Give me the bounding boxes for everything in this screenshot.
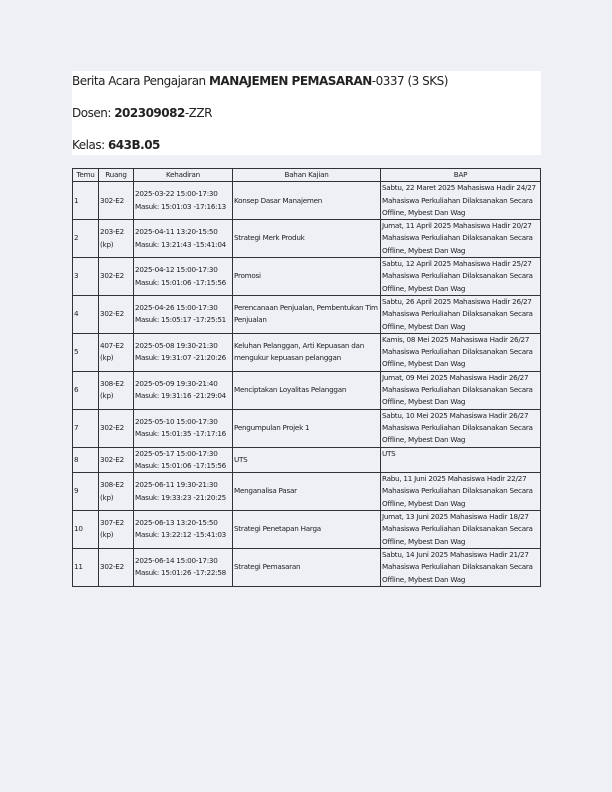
cell-bahan: Strategi Pemasaran: [234, 562, 301, 572]
cell-bahan: Perencanaan Penjualan, Pembentukan Tim Penjualan: [234, 303, 378, 325]
lecturer-suffix: -ZZR: [184, 106, 212, 120]
cell-masuk: Masuk: 13:22:12 -15:41:03: [135, 530, 226, 540]
cell-temu: 8: [74, 454, 79, 464]
cell-bahan-col: [233, 511, 381, 549]
title-prefix: Berita Acara Pengajaran: [72, 74, 209, 88]
cell-kehadiran-col: [134, 511, 233, 549]
cell-ruang: 307-E2 (kp): [100, 518, 124, 540]
cell-bahan-col: [233, 473, 381, 511]
cell-bahan-col: [233, 182, 381, 220]
cell-ruang-col: [99, 548, 134, 586]
cell-bap-col: [381, 473, 541, 511]
cell-bap-col: [381, 371, 541, 409]
cell-temu: 6: [74, 385, 79, 395]
cell-bap: Rabu, 11 Juni 2025 Mahasiswa Hadir 22/27 Mahasiswa Perkuliahan Dilaksanakan Secara Offline, Mybest Dan Wag: [382, 474, 533, 508]
cell-bap: Jumat, 09 Mei 2025 Mahasiswa Hadir 26/27 Mahasiswa Perkuliahan Dilaksanakan Secara Offline, Mybest Dan Wag: [382, 372, 533, 407]
cell-ruang-col: [99, 371, 134, 409]
cell-kehadiran-col: [134, 258, 233, 296]
cell-ruang: 302-E2: [100, 271, 124, 281]
table-row: [73, 258, 541, 296]
cell-bap-col: [381, 220, 541, 258]
cell-masuk: Masuk: 15:01:06 -17:15:56: [135, 460, 226, 470]
cell-temu: 3: [74, 271, 79, 281]
cell-temu-col: [73, 473, 99, 511]
cell-bap: Jumat, 13 Juni 2025 Mahasiswa Hadir 18/27 Mahasiswa Perkuliahan Dilaksanakan Secara Offline, Mybest Dan Wag: [382, 512, 533, 546]
cell-ruang-col: [99, 473, 134, 511]
lecturer-label: Dosen:: [72, 106, 115, 120]
cell-bap-col: [381, 548, 541, 586]
cell-temu: 7: [74, 422, 79, 432]
cell-kehadiran-col: [134, 295, 233, 333]
cell-masuk: Masuk: 19:33:23 -21:20:25: [135, 492, 226, 502]
cell-temu-col: [73, 258, 99, 296]
cell-temu: 1: [74, 195, 79, 205]
cell-masuk: Masuk: 15:01:26 -17:22:58: [135, 568, 226, 578]
col-header-bahan-kajian: Bahan Kajian: [233, 169, 381, 182]
cell-temu-col: [73, 447, 99, 473]
cell-bap-col: [381, 447, 541, 473]
cell-bap: Kamis, 08 Mei 2025 Mahasiswa Hadir 26/27 Mahasiswa Perkuliahan Dilaksanakan Secara Offline, Mybest Dan Wag: [382, 334, 533, 369]
cell-masuk: Masuk: 15:01:06 -17:15:56: [135, 277, 226, 287]
table-row: [73, 295, 541, 333]
table-row: [73, 371, 541, 409]
cell-bap-col: [381, 409, 541, 447]
cell-kehadiran-col: [134, 220, 233, 258]
class-value: 643B.05: [107, 138, 160, 152]
cell-bahan-col: [233, 220, 381, 258]
cell-bahan: Promosi: [234, 271, 261, 281]
cell-bap: Sabtu, 12 April 2025 Mahasiswa Hadir 25/27 Mahasiswa Perkuliahan Dilaksanakan Secara Offline, Mybest Dan Wag: [382, 259, 533, 293]
cell-bahan-col: [233, 447, 381, 473]
cell-bap: Sabtu, 14 Juni 2025 Mahasiswa Hadir 21/27 Mahasiswa Perkuliahan Dilaksanakan Secara Offline, Mybest Dan Wag: [382, 549, 533, 584]
cell-ruang-col: [99, 333, 134, 371]
table-row: [73, 511, 541, 549]
cell-jadwal: 2025-06-11 19:30-21:30: [135, 480, 218, 490]
cell-jadwal: 2025-06-13 13:20-15:50: [135, 518, 218, 528]
col-header-temu: Temu: [73, 169, 99, 182]
course-name: MANAJEMEN PEMASARAN: [208, 74, 372, 88]
cell-bap: Sabtu, 10 Mei 2025 Mahasiswa Hadir 26/27 Mahasiswa Perkuliahan Dilaksanakan Secara Offline, Mybest Dan Wag: [382, 410, 533, 445]
cell-bahan-col: [233, 333, 381, 371]
attendance-table: [72, 168, 541, 587]
cell-kehadiran-col: [134, 182, 233, 220]
class-line: [72, 138, 160, 152]
report-title: [72, 74, 448, 88]
cell-bahan-col: [233, 548, 381, 586]
table-row: [73, 182, 541, 220]
cell-bap: Jumat, 11 April 2025 Mahasiswa Hadir 20/27 Mahasiswa Perkuliahan Dilaksanakan Secara Offline, Mybest Dan Wag: [382, 221, 533, 255]
cell-bap-col: [381, 333, 541, 371]
cell-bap-col: [381, 258, 541, 296]
cell-ruang: 308-E2 (kp): [100, 378, 124, 401]
cell-bap-col: [381, 182, 541, 220]
cell-temu-col: [73, 220, 99, 258]
cell-bahan: Pengumpulan Projek 1: [234, 422, 310, 432]
cell-bap: UTS: [382, 448, 396, 458]
cell-temu-col: [73, 182, 99, 220]
cell-ruang-col: [99, 220, 134, 258]
cell-temu: 10: [74, 524, 83, 534]
cell-bahan: Menciptakan Loyalitas Pelanggan: [234, 385, 347, 395]
cell-temu-col: [73, 548, 99, 586]
cell-jadwal: 2025-03-22 15:00-17:30: [135, 189, 218, 199]
cell-ruang-col: [99, 258, 134, 296]
cell-temu-col: [73, 295, 99, 333]
cell-temu-col: [73, 333, 99, 371]
cell-bahan: Strategi Merk Produk: [234, 233, 305, 243]
cell-temu: 2: [74, 233, 79, 243]
cell-kehadiran-col: [134, 447, 233, 473]
cell-bahan-col: [233, 409, 381, 447]
cell-ruang-col: [99, 295, 134, 333]
cell-ruang-col: [99, 511, 134, 549]
table-body: [73, 182, 541, 587]
cell-temu-col: [73, 409, 99, 447]
table-header-row: [73, 169, 541, 182]
cell-temu-col: [73, 511, 99, 549]
course-code: -0337 (3 SKS): [371, 74, 448, 88]
cell-ruang: 302-E2: [100, 195, 124, 205]
cell-jadwal: 2025-04-26 15:00-17:30: [135, 303, 218, 313]
class-label: Kelas:: [72, 138, 108, 152]
cell-kehadiran-col: [134, 333, 233, 371]
cell-bahan: UTS: [234, 454, 248, 464]
cell-ruang-col: [99, 409, 134, 447]
cell-temu: 4: [74, 309, 79, 319]
cell-ruang: 203-E2 (kp): [100, 227, 124, 249]
cell-jadwal: 2025-05-09 19:30-21:40: [135, 378, 218, 388]
cell-kehadiran-col: [134, 548, 233, 586]
cell-bap: Sabtu, 22 Maret 2025 Mahasiswa Hadir 24/27 Mahasiswa Perkuliahan Dilaksanakan Secara Offline, Mybest Dan Wag: [382, 183, 536, 217]
cell-jadwal: 2025-06-14 15:00-17:30: [135, 556, 218, 566]
lecturer-id: 202309082: [114, 106, 185, 120]
cell-bap: Sabtu, 26 April 2025 Mahasiswa Hadir 26/27 Mahasiswa Perkuliahan Dilaksanakan Secara Offline, Mybest Dan Wag: [382, 296, 533, 331]
table-row: [73, 548, 541, 586]
cell-masuk: Masuk: 15:05:17 -17:25:51: [135, 315, 226, 325]
cell-ruang-col: [99, 447, 134, 473]
col-header-ruang: Ruang: [99, 169, 134, 182]
cell-masuk: Masuk: 15:01:35 -17:17:16: [135, 429, 226, 439]
cell-jadwal: 2025-05-17 15:00-17:30: [135, 448, 218, 458]
cell-masuk: Masuk: 13:21:43 -15:41:04: [135, 239, 226, 249]
table-row: [73, 333, 541, 371]
col-header-kehadiran: Kehadiran: [134, 169, 233, 182]
cell-temu-col: [73, 371, 99, 409]
cell-bahan: Konsep Dasar Manajemen: [234, 195, 323, 205]
cell-ruang: 302-E2: [100, 309, 124, 319]
cell-kehadiran-col: [134, 473, 233, 511]
cell-ruang: 302-E2: [100, 422, 124, 432]
table-row: [73, 447, 541, 473]
cell-bahan: Strategi Penetapan Harga: [234, 524, 321, 534]
document-header: [72, 71, 541, 155]
cell-jadwal: 2025-05-08 19:30-21:30: [135, 341, 218, 350]
col-header-bap: BAP: [381, 169, 541, 182]
table-row: [73, 473, 541, 511]
cell-ruang: 302-E2: [100, 454, 124, 464]
cell-masuk: Masuk: 19:31:16 -21:29:04: [135, 391, 226, 401]
cell-bahan: Menganalisa Pasar: [234, 486, 297, 496]
cell-bap-col: [381, 511, 541, 549]
cell-temu: 5: [74, 347, 79, 357]
cell-bahan: Keluhan Pelanggan, Arti Kepuasan dan mengukur kepuasan pelanggan: [234, 341, 365, 363]
cell-masuk: Masuk: 19:31:07 -21:20:26: [135, 353, 226, 363]
cell-kehadiran-col: [134, 371, 233, 409]
lecturer-line: [72, 106, 212, 120]
cell-ruang: 407-E2 (kp): [100, 341, 124, 363]
cell-bahan-col: [233, 295, 381, 333]
cell-bahan-col: [233, 258, 381, 296]
cell-temu: 11: [74, 562, 83, 572]
cell-bahan-col: [233, 371, 381, 409]
cell-jadwal: 2025-04-11 13:20-15:50: [135, 227, 218, 237]
cell-ruang-col: [99, 182, 134, 220]
cell-jadwal: 2025-04-12 15:00-17:30: [135, 265, 218, 275]
cell-masuk: Masuk: 15:01:03 -17:16:13: [135, 201, 226, 211]
cell-kehadiran-col: [134, 409, 233, 447]
cell-ruang: 308-E2 (kp): [100, 480, 124, 502]
cell-jadwal: 2025-05-10 15:00-17:30: [135, 416, 218, 426]
cell-temu: 9: [74, 486, 79, 496]
table-row: [73, 220, 541, 258]
cell-ruang: 302-E2: [100, 562, 124, 572]
cell-bap-col: [381, 295, 541, 333]
table-row: [73, 409, 541, 447]
